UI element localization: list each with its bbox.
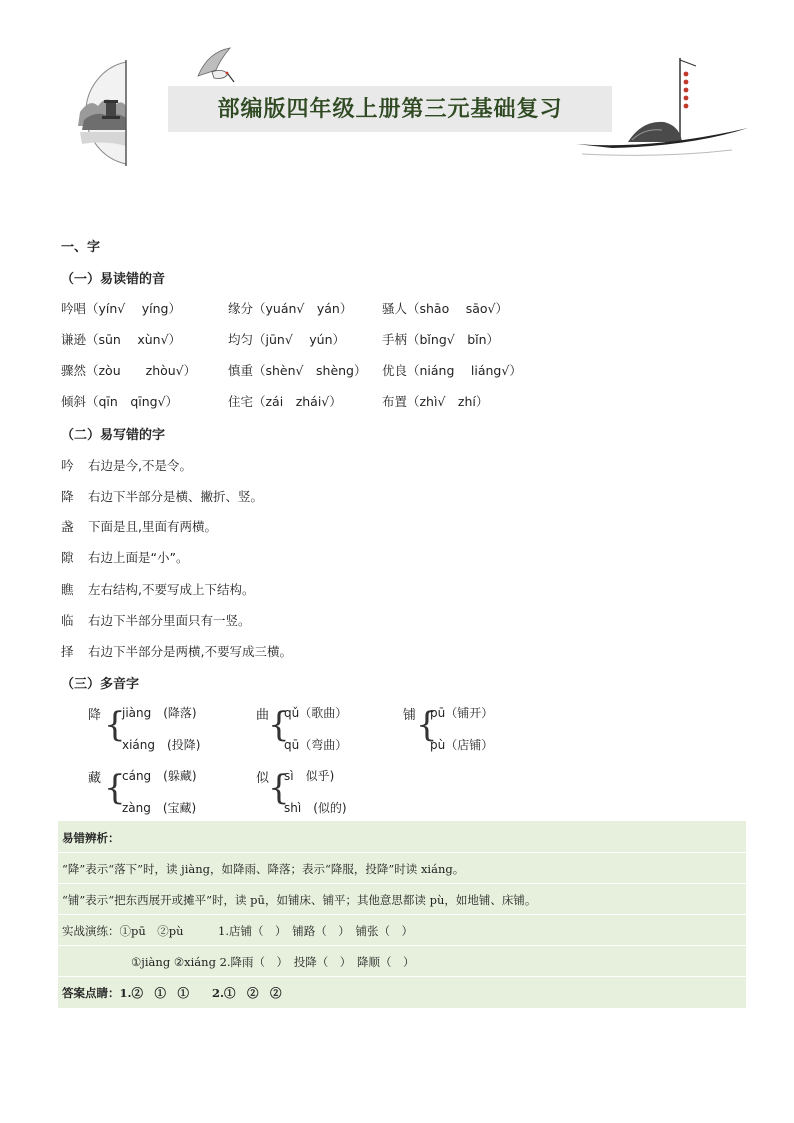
writing-item-note: 右边下半部分是两横,不要写成三横。 <box>88 644 292 659</box>
writing-item-note: 右边上面是“小”。 <box>88 550 189 565</box>
polyphone-char: 铺 <box>403 708 417 723</box>
subheading-polyphones: （三）多音字 <box>61 677 140 692</box>
writing-item-char: 盏 <box>61 519 74 534</box>
page-title: 部编版四年级上册第三元基础复习 <box>217 97 563 122</box>
writing-item-char: 隙 <box>61 550 74 565</box>
writing-item-char: 临 <box>61 613 74 628</box>
writing-item-char: 瞧 <box>61 582 74 597</box>
pronunciation-item: 均匀（jūn√ yún） <box>228 332 345 347</box>
subheading-pronunciation: （一）易读错的音 <box>61 272 166 287</box>
pronunciation-item: 谦逊（sūn xùn√） <box>61 332 182 347</box>
practice-line-1: 实战演练：①pū ②pù 1.店铺（ ） 铺路（ ） 铺张（ ） <box>62 924 414 938</box>
practice-line-2: ①jiàng ②xiáng 2.降雨（ ） 投降（ ） 降顺（ ） <box>131 955 415 969</box>
pronunciation-item: 倾斜（qīn qīng√） <box>61 394 179 409</box>
polyphone-reading: qū（弯曲） <box>284 738 348 752</box>
polyphone-reading: jiàng (降落) <box>122 706 197 720</box>
brace-icon: { <box>416 705 438 745</box>
box-title: 易错辨析： <box>62 831 120 845</box>
polyphone-char: 藏 <box>88 771 102 786</box>
polyphone-reading: pū（铺开） <box>430 706 494 720</box>
pronunciation-item: 骚人（shāo sāo√） <box>382 301 509 316</box>
answer-line: 答案点睛：1.② ① ① 2.① ② ② <box>62 986 282 1000</box>
pronunciation-item: 骤然（zòu zhòu√） <box>61 363 197 378</box>
crane-bird-icon <box>194 46 238 88</box>
pronunciation-item: 缘分（yuán√ yán） <box>228 301 353 316</box>
brace-icon: { <box>268 705 290 745</box>
writing-item-char: 降 <box>61 489 74 504</box>
section-heading-characters: 一、字 <box>61 240 101 255</box>
polyphone-reading: cáng (躲藏) <box>122 769 197 783</box>
pronunciation-item: 布置（zhì√ zhí） <box>382 394 489 409</box>
writing-item-note: 右边是今,不是令。 <box>88 458 192 473</box>
subheading-writing: （二）易写错的字 <box>61 428 166 443</box>
polyphone-char: 曲 <box>256 708 270 723</box>
polyphone-char: 似 <box>256 771 270 786</box>
pronunciation-item: 慎重（shèn√ shèng） <box>228 363 367 378</box>
box-line-1: “降”表示“落下”时，读 jiàng，如降雨、降落；表示“降服，投降”时读 xiáng。 <box>62 862 465 876</box>
writing-item-note: 右边下半部分是横、撇折、竖。 <box>88 489 264 504</box>
landscape-medallion-icon <box>74 60 130 166</box>
pronunciation-item: 住宅（zái zhái√） <box>228 394 342 409</box>
writing-item-note: 下面是且,里面有两横。 <box>88 519 217 534</box>
polyphone-reading: xiáng (投降) <box>122 738 201 752</box>
polyphone-reading: zàng (宝藏) <box>122 801 197 815</box>
pronunciation-item: 优良（niáng liáng√） <box>382 363 522 378</box>
brace-icon: { <box>268 768 290 808</box>
writing-item-char: 吟 <box>61 458 74 473</box>
box-line-2: “铺”表示“把东西展开或摊平”时，读 pū，如铺床、铺平；其他意思都读 pù，如地铺、床铺。 <box>62 893 537 907</box>
writing-item-note: 右边下半部分里面只有一竖。 <box>88 613 251 628</box>
brace-icon: { <box>104 768 126 808</box>
polyphone-reading: shì (似的) <box>284 801 347 815</box>
brace-icon: { <box>104 705 126 745</box>
pronunciation-item: 吟唱（yín√ yíng） <box>61 301 181 316</box>
writing-item-note: 左右结构,不要写成上下结构。 <box>88 582 255 597</box>
polyphone-reading: pù（店铺） <box>430 738 494 752</box>
polyphone-reading: sì 似乎) <box>284 769 335 783</box>
writing-item-char: 择 <box>61 644 74 659</box>
polyphone-reading: qǔ（歌曲） <box>284 706 348 720</box>
polyphone-char: 降 <box>88 708 102 723</box>
error-analysis-box <box>58 821 746 1008</box>
pronunciation-item: 手柄（bǐng√ bǐn） <box>382 332 500 347</box>
